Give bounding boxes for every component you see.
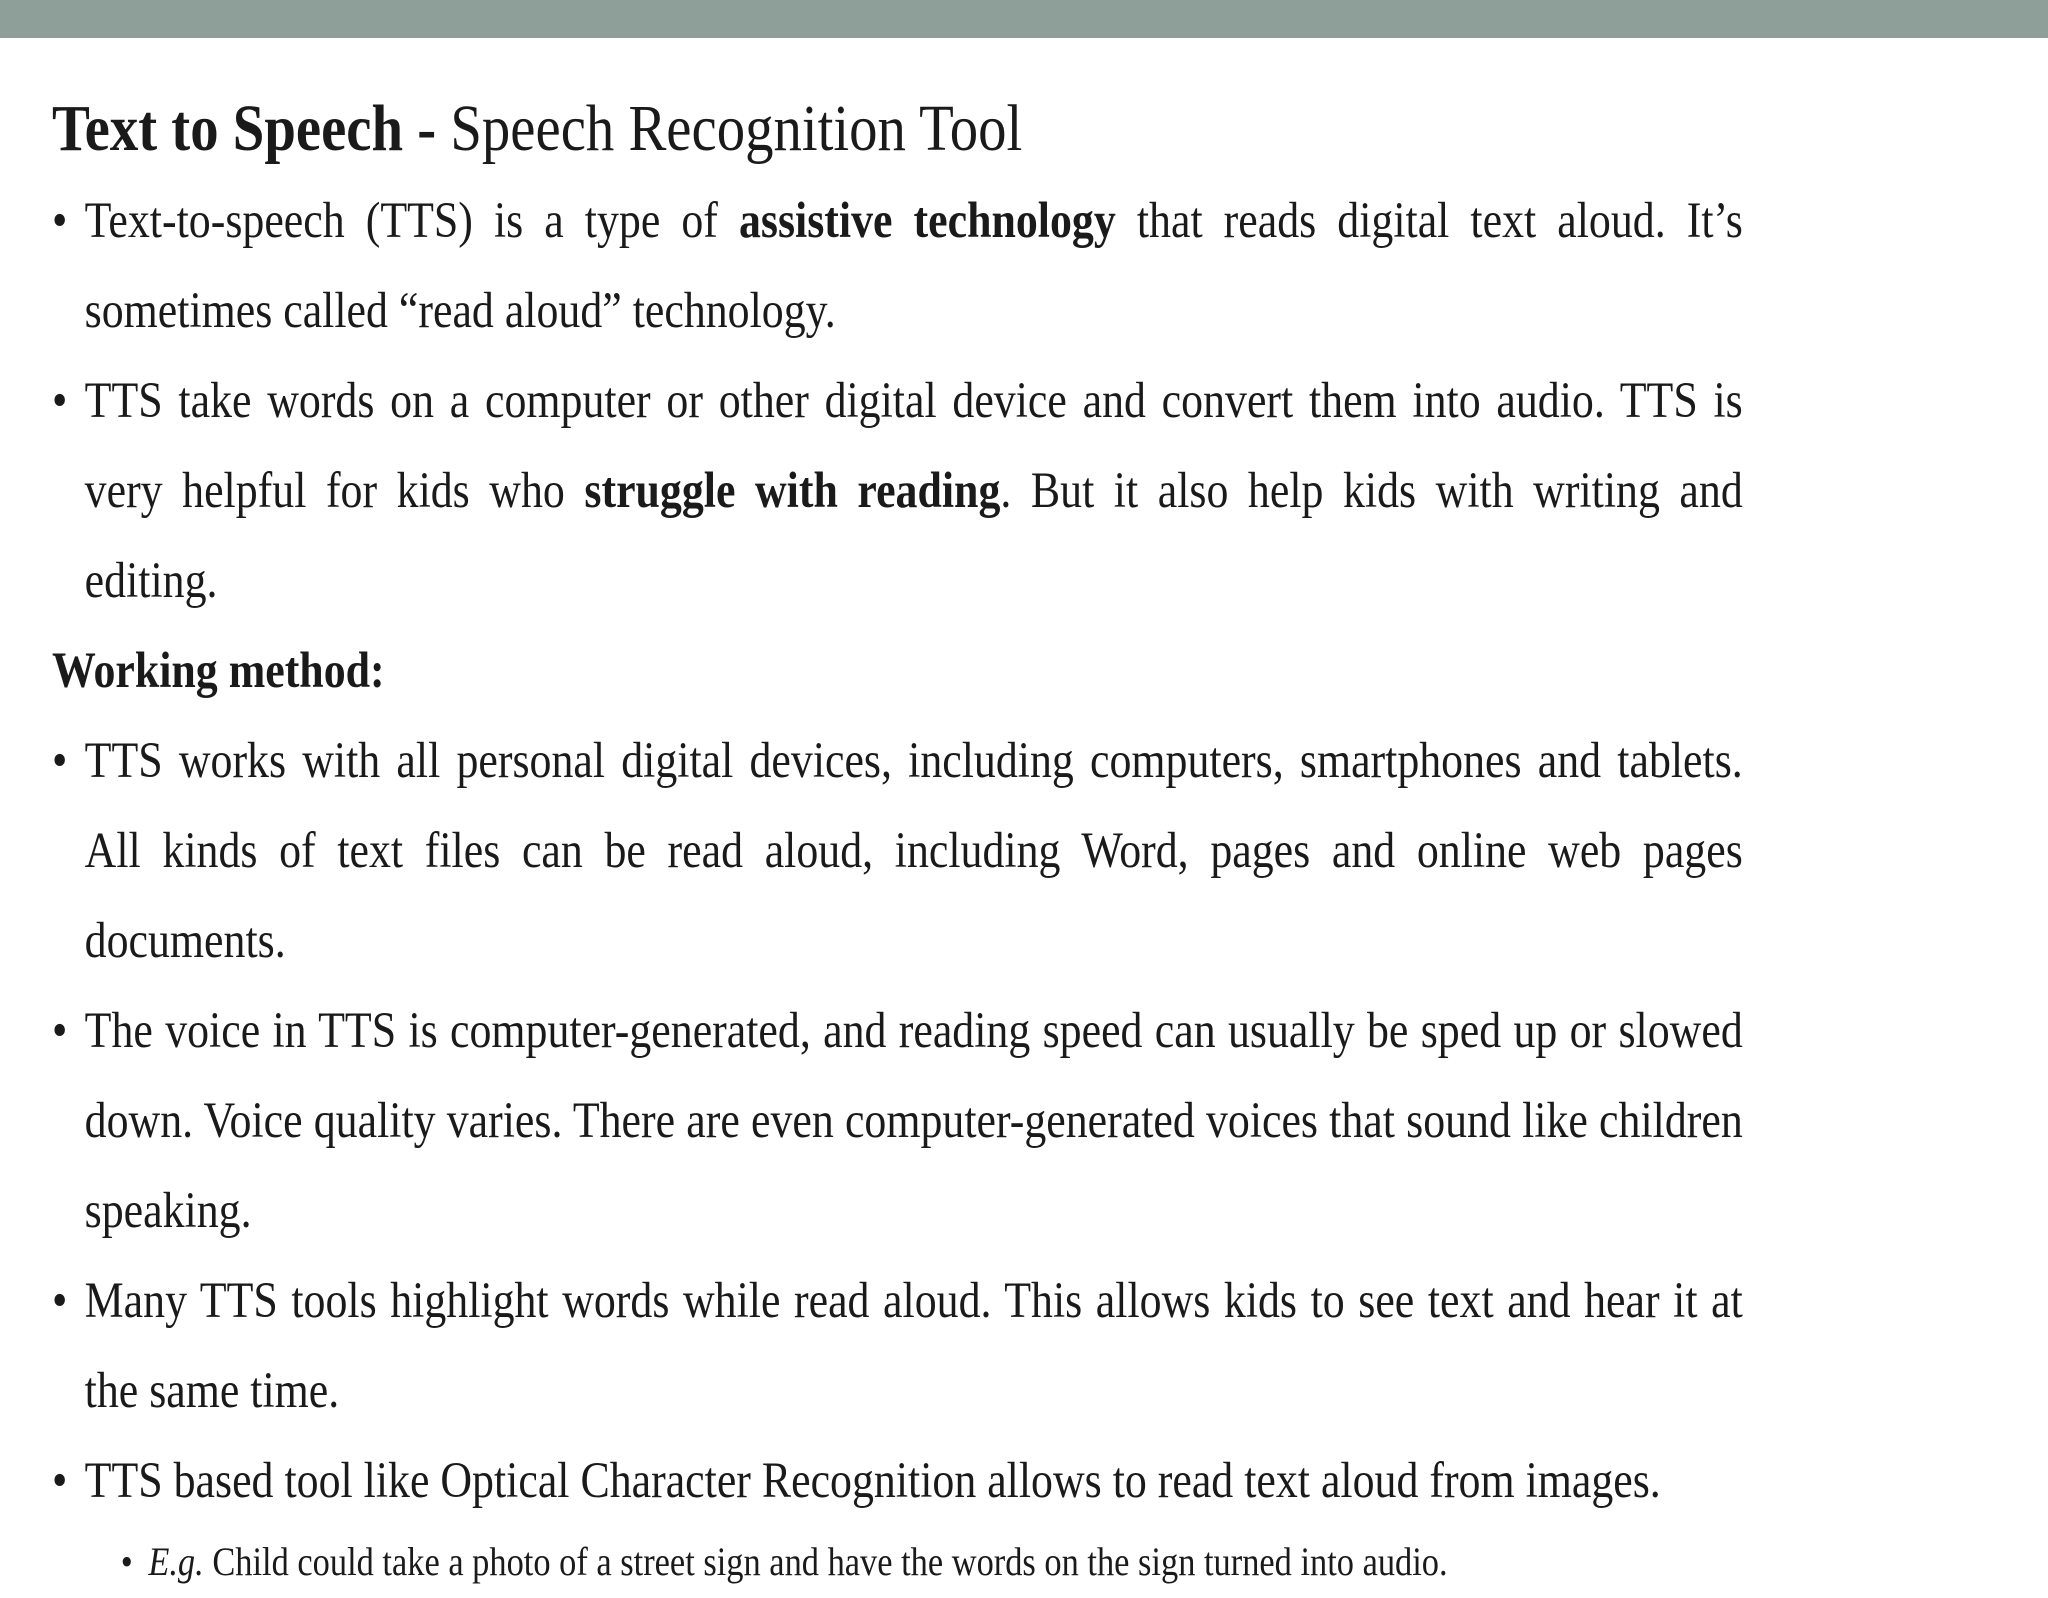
bullet-text: TTS take words on a computer or other digital device and convert them into audio. TTS is very helpful for kids who — [84, 373, 1743, 519]
slide-title-rest: Speech Recognition Tool — [450, 92, 1023, 165]
bullet-voice: • The voice in TTS is computer-generated, and reading speed can usually be sped up or slowed down. Voice quality varies. There are even computer-generated voices that sound like children speaking. — [52, 986, 1743, 1256]
bullet-text: Text-to-speech (TTS) is a type of — [84, 193, 739, 249]
bullet-ocr: • TTS based tool like Optical Character Recognition allows to read text aloud from images. — [52, 1436, 1743, 1526]
slide-title — [52, 88, 1743, 170]
bullet-devices: • TTS works with all personal digital devices, including computers, smartphones and tablets. All kinds of text files can be read aloud, including Word, pages and online web pages documents. — [52, 716, 1743, 986]
slide-title-bold: Text to Speech - — [52, 92, 437, 165]
example-text: Child could take a photo of a street sign and have the words on the sign turned into audio. — [203, 1539, 1448, 1584]
top-accent-band — [0, 0, 2048, 38]
slide-content — [52, 88, 1743, 1598]
bullet-tts-definition — [52, 176, 1743, 356]
bullet-emphasis: struggle with reading — [584, 463, 1001, 519]
bullet-tts-usage — [52, 356, 1743, 626]
bullet-highlight: • Many TTS tools highlight words while read aloud. This allows kids to see text and hear it at the same time. — [52, 1256, 1743, 1436]
bullet-emphasis: assistive technology — [738, 193, 1116, 249]
bullet-text: . But it also help kids with writing and editing. — [84, 463, 1743, 609]
bullet-text: that reads digital text aloud. It’s sometimes called “read aloud” technology. — [84, 193, 1743, 339]
section-heading-working-method: Working method: — [52, 643, 385, 699]
example-abbrev: E.g. — [148, 1539, 204, 1584]
sub-bullet-example — [121, 1526, 1743, 1598]
